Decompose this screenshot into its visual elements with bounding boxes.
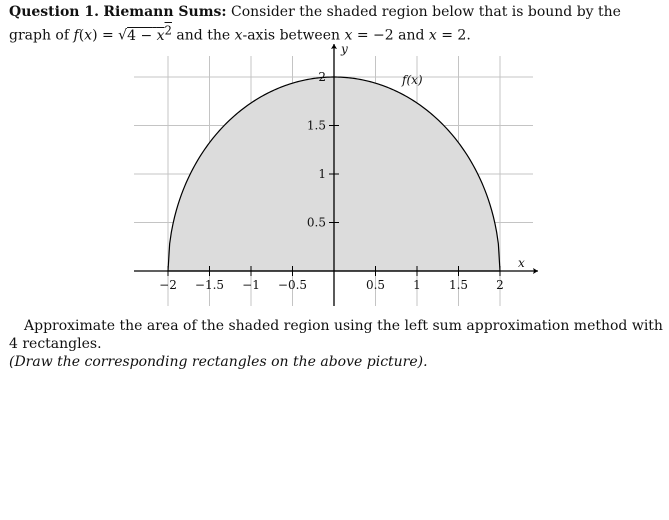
radicand-exponent: 2 bbox=[164, 23, 172, 37]
instruction-hint: (Draw the corresponding rectangles on the above picture). bbox=[9, 354, 428, 370]
x-tick-label: −1.5 bbox=[194, 278, 225, 292]
question-text: Question 1. Riemann Sums: Consider the shaded region below that is bound by the graph of $f(x) = √4 - x^2$ and the x-axis between x = −2 and x = 2. bbox=[9, 4, 621, 44]
question-number: Question 1. bbox=[9, 4, 99, 20]
y-tick-label: 1 bbox=[318, 167, 326, 181]
function-arg: x bbox=[84, 27, 93, 44]
curve-label: f(x) bbox=[402, 73, 423, 87]
x-tick-label: 1 bbox=[413, 278, 421, 292]
x-tick-label: −2 bbox=[159, 278, 177, 292]
and-word: and bbox=[398, 27, 425, 44]
x-tick-label: 0.5 bbox=[365, 278, 386, 292]
radicand-const: 4 − bbox=[127, 27, 153, 44]
x-tick-label: 2 bbox=[496, 278, 504, 292]
x-axis-label: x bbox=[518, 256, 525, 270]
question-topic: Riemann Sums: bbox=[103, 4, 227, 20]
y-tick-label: 0.5 bbox=[306, 215, 326, 230]
bound-var-2: x bbox=[428, 27, 437, 44]
equals-sign: = bbox=[101, 27, 114, 44]
axis-text: -axis between bbox=[242, 27, 341, 44]
x-tick-label: −0.5 bbox=[277, 278, 308, 292]
y-tick-label: 2 bbox=[318, 70, 326, 84]
axis-var: x bbox=[234, 27, 243, 44]
function-name: f bbox=[73, 27, 79, 44]
bound-val-2: = 2. bbox=[441, 27, 471, 44]
y-axis-label: y bbox=[341, 42, 348, 56]
y-tick-label: 1.5 bbox=[306, 118, 326, 133]
x-tick-label: −1 bbox=[242, 278, 260, 292]
bound-val-1: = −2 bbox=[356, 27, 394, 44]
bound-var-1: x bbox=[344, 27, 353, 44]
sqrt-sign: √ bbox=[118, 27, 128, 44]
mid-text: and the bbox=[176, 27, 231, 44]
x-tick-label: 1.5 bbox=[448, 278, 469, 292]
instruction-text: Approximate the area of the shaded region using the left sum approximation method with 4 rectangles. bbox=[9, 318, 663, 352]
question-intro: Consider the shaded region below that is bound by the graph of bbox=[9, 4, 621, 44]
radicand-var: x bbox=[156, 27, 165, 44]
instructions bbox=[9, 317, 664, 371]
